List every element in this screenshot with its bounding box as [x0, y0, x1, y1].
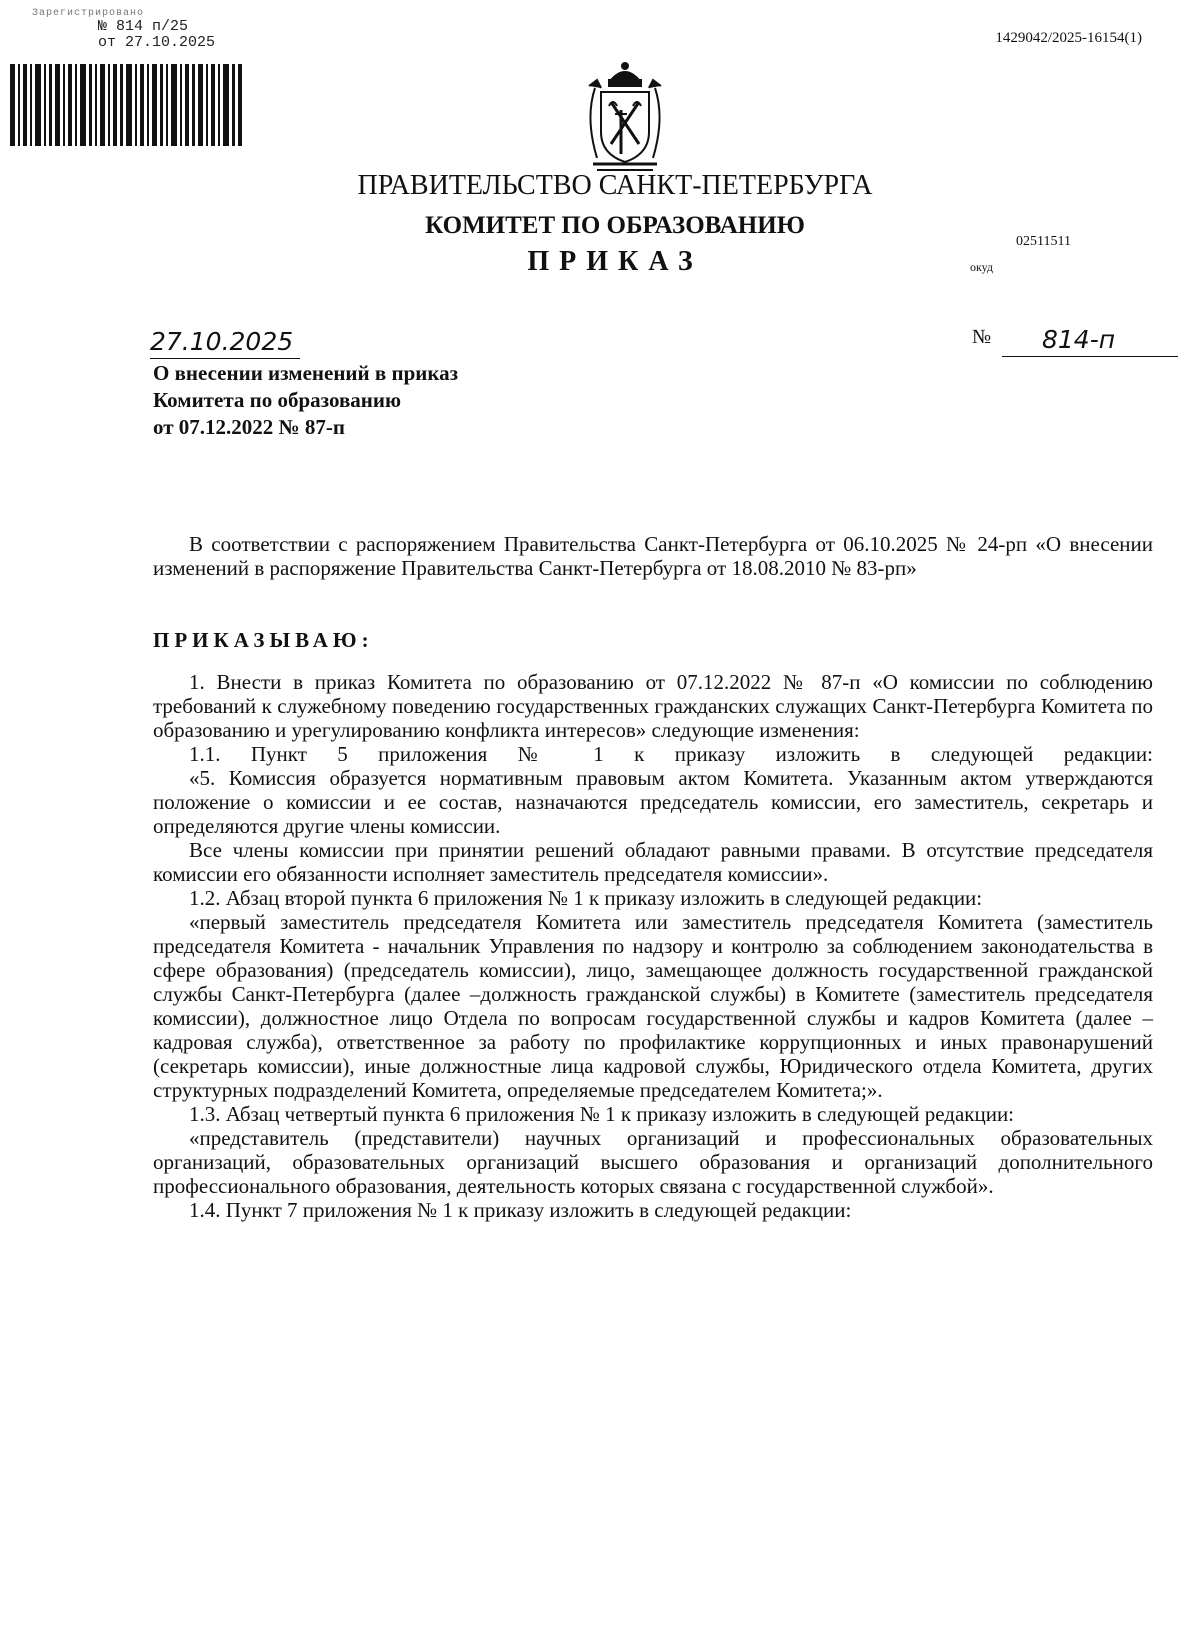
subject-line: О внесении изменений в приказ	[153, 361, 459, 385]
paragraph: «5. Комиссия образуется нормативным правовым актом Комитета. Указанным актом утверждаются положение о комиссии и ее состав, назначаются председатель комиссии, его заместитель, секретарь и определяются другие члены комиссии.	[153, 766, 1153, 838]
document-id: 1429042/2025-16154(1)	[995, 30, 1142, 46]
date-handwritten: 27.10.2025	[150, 327, 294, 356]
paragraph: Все члены комиссии при принятии решений обладают равными правами. В отсутствие председателя комиссии его обязанности исполняет заместитель председателя комиссии».	[153, 838, 1153, 886]
document-body	[153, 532, 1153, 1222]
order-word: ПРИКАЗЫВАЮ:	[153, 628, 374, 652]
registration-stamp	[12, 8, 252, 51]
paragraph: «первый заместитель председателя Комитета или заместитель председателя Комитета (заместитель председателя Комитета - начальник Управления по надзору и контролю за соблюдением законодательства в сфере образования) (председатель комиссии), лицо, замещающее должность государственной гражданской службы Санкт-Петербурга (далее –должность гражданской службы) в Комитете (заместитель председателя комиссии), должностное лицо Отдела по вопросам государственной службы и кадров Комитета (далее – кадровая служба), ответственное за работу по профилактике коррупционных и иных правонарушений (секретарь комиссии), иные должностные лица кадровой службы, Юридического отдела Комитета, других структурных подразделений Комитета, определяемые председателем Комитета;».	[153, 910, 1153, 1102]
paragraph: «представитель (представители) научных организаций и профессиональных образовательных организаций, образовательных организаций высшего образования и организаций дополнительного профессионального образования, деятельность которых связана с государственной службой».	[153, 1126, 1153, 1198]
order-subject	[153, 360, 458, 441]
committee-title: КОМИТЕТ ПО ОБРАЗОВАНИЮ	[425, 212, 805, 239]
coat-of-arms-icon	[575, 58, 675, 180]
number-label: №	[972, 326, 992, 348]
paragraph: 1. Внести в приказ Комитета по образованию от 07.12.2022 № 87-п «О комиссии по соблюдению требований к служебному поведению государственных гражданских служащих Санкт-Петербурга Комитета по образованию и урегулированию конфликта интересов» следующие изменения:	[153, 670, 1153, 742]
paragraph: 1.2. Абзац второй пункта 6 приложения № 1 к приказу изложить в следующей редакции:	[189, 886, 983, 910]
okud-label: окуд	[970, 260, 994, 274]
stamp-reg-date: от 27.10.2025	[98, 34, 216, 51]
stamp-reg-number: № 814 п/25	[98, 18, 189, 35]
subject-line: от 07.12.2022 № 87-п	[153, 415, 345, 439]
date-field	[150, 318, 300, 359]
okud-code: 02511511	[1016, 234, 1071, 249]
subject-line: Комитета по образованию	[153, 388, 402, 412]
paragraph: 1.4. Пункт 7 приложения № 1 к приказу изложить в следующей редакции:	[189, 1198, 852, 1222]
paragraph: 1.1. Пункт 5 приложения № 1 к приказу изложить в следующей редакции:	[189, 742, 1153, 766]
government-title: ПРАВИТЕЛЬСТВО САНКТ-ПЕТЕРБУРГА	[357, 170, 873, 201]
number-handwritten: 814-п	[1042, 325, 1116, 354]
barcode-image	[10, 64, 242, 146]
document-type: ПРИКАЗ	[527, 246, 703, 277]
paragraph: 1.3. Абзац четвертый пункта 6 приложения № 1 к приказу изложить в следующей редакции:	[189, 1102, 1015, 1126]
number-field	[1002, 318, 1178, 357]
preamble: В соответствии с распоряжением Правительства Санкт-Петербурга от 06.10.2025 № 24-рп «О внесении изменений в распоряжение Правительства Санкт-Петербурга от 18.08.2010 № 83-рп»	[153, 532, 1153, 580]
stamp-faded-line: Зарегистрировано	[32, 8, 145, 19]
